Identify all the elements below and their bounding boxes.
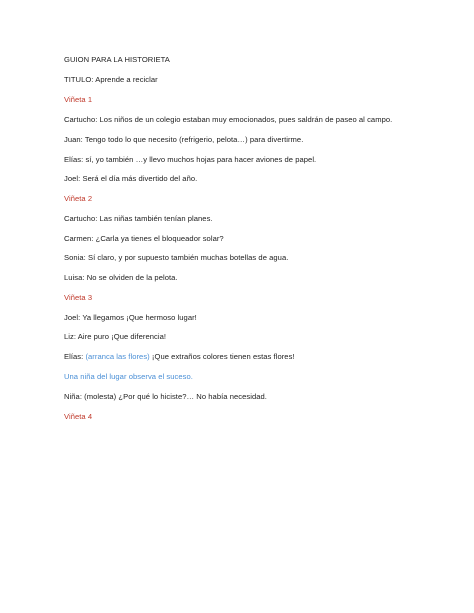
document-heading: GUION PARA LA HISTORIETA [64, 55, 170, 64]
dialogue-line: Carmen: ¿Carla ya tienes el bloqueador solar? [64, 234, 224, 243]
dialogue-line: Joel: Será el día más divertido del año. [64, 174, 198, 183]
dialogue-line: Elías: sí, yo también …y llevo muchos hojas para hacer aviones de papel. [64, 155, 317, 164]
dialogue-line: Niña: (molesta) ¿Por qué lo hiciste?… No había necesidad. [64, 392, 267, 401]
panel-label-4: Viñeta 4 [64, 412, 93, 421]
dialogue-line: Sonia: Sí claro, y por supuesto también muchas botellas de agua. [64, 253, 289, 262]
dialogue-line: Joel: Ya llegamos ¡Que hermoso lugar! [64, 313, 197, 322]
panel-label-3: Viñeta 3 [64, 293, 93, 302]
dialogue-line: Cartucho: Las niñas también tenían planes. [64, 214, 213, 223]
panel-label-1: Viñeta 1 [64, 95, 93, 104]
dialogue-line: Cartucho: Los niños de un colegio estaban muy emocionados, pues saldrán de paseo al campo. [64, 115, 393, 124]
document-title: TITULO: Aprende a reciclar [64, 75, 158, 84]
dialogue-line: Luisa: No se olviden de la pelota. [64, 273, 178, 282]
dialogue-line: Liz: Aire puro ¡Que diferencia! [64, 332, 167, 341]
speaker-name: Elías: [64, 352, 86, 361]
narration-line: Una niña del lugar observa el suceso. [64, 372, 193, 381]
stage-direction: (arranca las flores) [85, 352, 150, 361]
panel-label-2: Viñeta 2 [64, 194, 93, 203]
speech-text: ¡Que extraños colores tienen estas flores! [149, 352, 295, 361]
dialogue-line-elias [64, 352, 295, 362]
dialogue-line: Juan: Tengo todo lo que necesito (refrigerio, pelota…) para divertirme. [64, 135, 304, 144]
